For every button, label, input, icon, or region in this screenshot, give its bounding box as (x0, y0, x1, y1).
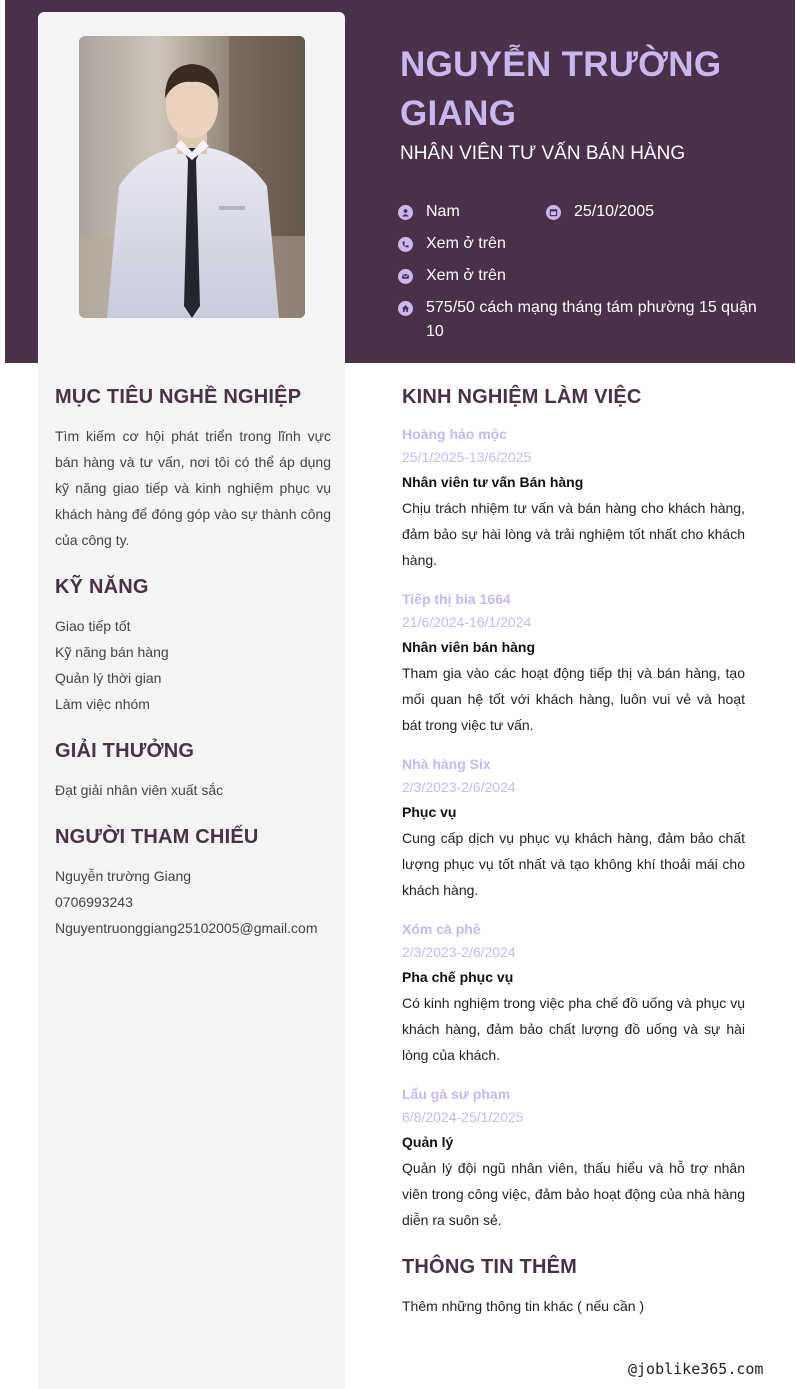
address-value: 575/50 cách mạng tháng tám phường 15 quận 10 (426, 299, 757, 340)
birthdate-row (546, 200, 654, 224)
reference-phone: 0706993243 (55, 894, 133, 910)
user-icon (398, 205, 413, 220)
exp-company: Xóm cà phê (402, 921, 481, 937)
home-icon (398, 301, 413, 316)
awards-title: GIẢI THƯỞNG (55, 740, 195, 762)
exp-description: Quản lý đội ngũ nhân viên, thấu hiểu và hỗ trợ nhân viên trong công việc, đảm bảo hoạt động của nhà hàng diễn ra suôn sẻ. (402, 1160, 745, 1228)
additional-text: Thêm những thông tin khác ( nếu cần ) (402, 1298, 645, 1314)
phone-icon (398, 237, 413, 252)
profile-photo (79, 36, 305, 318)
phone-row (398, 232, 506, 256)
additional-title: THÔNG TIN THÊM (402, 1256, 578, 1278)
phone-value: Xem ở trên (426, 235, 506, 252)
references-title: NGƯỜI THAM CHIẾU (55, 826, 259, 848)
exp-company: Hoàng hảo mộc (402, 426, 508, 442)
exp-description: Chịu trách nhiệm tư vấn và bán hàng cho khách hàng, đảm bảo sự hài lòng và trải nghiệm tốt nhất cho khách hàng. (402, 500, 745, 568)
email-row (398, 264, 506, 288)
skill-item: Kỹ năng bán hàng (55, 644, 169, 660)
exp-description: Tham gia vào các hoạt động tiếp thị và bán hàng, tạo mối quan hệ tốt với khách hàng, luôn vui vẻ và hoạt bát trong việc tư vấn. (402, 665, 745, 733)
exp-dates: 2/3/2023-2/6/2024 (402, 944, 516, 960)
exp-company: Lẩu gà sư phạm (402, 1086, 511, 1102)
experience-title: KINH NGHIỆM LÀM VIỆC (402, 386, 642, 408)
objective-title: MỤC TIÊU NGHỀ NGHIỆP (55, 386, 302, 408)
exp-role: Nhân viên tư vấn Bán hàng (402, 474, 584, 490)
exp-dates: 25/1/2025-13/6/2025 (402, 449, 532, 465)
exp-dates: 21/6/2024-16/1/2024 (402, 614, 532, 630)
exp-dates: 2/3/2023-2/6/2024 (402, 779, 516, 795)
award-item: Đạt giải nhân viên xuất sắc (55, 782, 224, 798)
exp-company: Tiếp thị bia 1664 (402, 591, 511, 607)
skill-item: Quản lý thời gian (55, 670, 162, 686)
exp-role: Nhân viên bán hàng (402, 639, 536, 655)
exp-company: Nhà hàng Six (402, 756, 491, 772)
calendar-icon (546, 205, 561, 220)
exp-role: Phục vụ (402, 804, 457, 820)
skills-title: KỸ NĂNG (55, 576, 149, 598)
exp-role: Quản lý (402, 1134, 454, 1150)
watermark: @joblike365.com (628, 1360, 764, 1378)
skill-item: Giao tiếp tốt (55, 618, 131, 634)
gender-value: Nam (426, 203, 460, 220)
exp-description: Cung cấp dịch vụ phục vụ khách hàng, đảm bảo chất lượng phục vụ tốt nhất và tạo không khí thoải mái cho khách hàng. (402, 830, 745, 898)
skill-item: Làm việc nhóm (55, 696, 150, 712)
candidate-name: NGUYỄN TRƯỜNG GIANG (400, 45, 722, 133)
gender-row (398, 200, 460, 224)
address-row (398, 296, 768, 344)
exp-role: Pha chế phục vụ (402, 969, 514, 985)
exp-dates: 6/8/2024-25/1/2025 (402, 1109, 524, 1125)
birthdate-value: 25/10/2005 (574, 203, 655, 220)
reference-name: Nguyễn trường Giang (55, 868, 192, 884)
email-value: Xem ở trên (426, 267, 506, 284)
objective-text: Tìm kiếm cơ hội phát triển trong lĩnh vực bán hàng và tư vấn, nơi tôi có thể áp dụng kỹ năng giao tiếp và kinh nghiệm phục vụ khách hàng để đóng góp vào sự thành công của công ty. (55, 428, 331, 548)
exp-description: Có kinh nghiệm trong việc pha chế đồ uống và phục vụ khách hàng, đảm bảo chất lượng đồ uống và sự hài lòng của khách. (402, 995, 745, 1063)
job-title: NHÂN VIÊN TƯ VẤN BÁN HÀNG (400, 143, 686, 164)
reference-email: Nguyentruonggiang25102005@gmail.com (55, 920, 318, 936)
envelope-icon (398, 269, 413, 284)
